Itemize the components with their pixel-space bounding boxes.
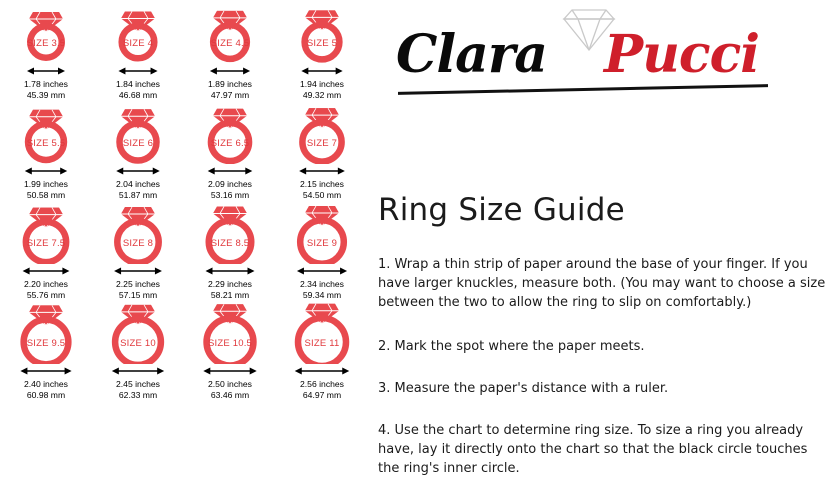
- diameter-arrow: [276, 264, 368, 278]
- ring-size-cell[interactable]: [276, 300, 368, 400]
- ring-measurements: [276, 378, 368, 400]
- ring-size-cell[interactable]: [0, 200, 92, 300]
- ring-graphic: [276, 2, 368, 64]
- ring-mm: 57.15 mm: [118, 289, 158, 300]
- ring-measurements: [184, 378, 276, 400]
- ring-inches: 2.50 inches: [208, 379, 252, 389]
- ring-inches: 2.20 inches: [24, 279, 68, 289]
- diameter-arrow: [0, 264, 92, 278]
- ring-graphic: [184, 2, 276, 64]
- ring-size-cell[interactable]: [276, 100, 368, 200]
- diameter-arrow: [92, 164, 184, 178]
- ring-illustration: [184, 302, 276, 364]
- ring-mm: 51.87 mm: [118, 189, 158, 200]
- ring-mm: 58.21 mm: [210, 289, 250, 300]
- ring-illustration: [184, 2, 276, 64]
- ring-inches: 2.34 inches: [300, 279, 344, 289]
- ring-graphic: [92, 2, 184, 64]
- ring-size-cell[interactable]: [92, 100, 184, 200]
- ring-mm: 55.76 mm: [26, 289, 66, 300]
- ring-graphic: [184, 302, 276, 364]
- diameter-arrow: [184, 164, 276, 178]
- ring-graphic: [92, 202, 184, 264]
- ring-measurements: [276, 178, 368, 200]
- diameter-arrow-icon: [184, 64, 276, 78]
- diameter-arrow-icon: [0, 364, 92, 378]
- diameter-arrow: [276, 164, 368, 178]
- ring-size-label: SIZE 11: [304, 338, 340, 349]
- ring-size-cell[interactable]: [0, 100, 92, 200]
- ring-measurements: [92, 78, 184, 100]
- diameter-arrow: [92, 264, 184, 278]
- ring-illustration: [184, 102, 276, 164]
- ring-graphic: [92, 102, 184, 164]
- ring-graphic: [0, 2, 92, 64]
- diameter-arrow-icon: [276, 264, 368, 278]
- chart-row: [0, 0, 368, 100]
- ring-illustration: [92, 202, 184, 264]
- ring-inches: 2.04 inches: [116, 179, 160, 189]
- ring-illustration: [276, 2, 368, 64]
- diameter-arrow-icon: [276, 64, 368, 78]
- ring-mm: 45.39 mm: [26, 89, 66, 100]
- ring-size-cell[interactable]: [0, 0, 92, 100]
- ring-illustration: [276, 202, 368, 264]
- ring-inches: 2.29 inches: [208, 279, 252, 289]
- guide-panel: [368, 0, 839, 501]
- ring-size-label: SIZE 8.5: [210, 238, 250, 249]
- ring-inches: 1.89 inches: [208, 79, 252, 89]
- ring-inches: 2.40 inches: [24, 379, 68, 389]
- brand-name-first: Clara: [396, 24, 547, 85]
- ring-size-label: SIZE 6.5: [210, 138, 250, 149]
- ring-size-label: SIZE 9.5: [26, 338, 66, 349]
- ring-inches: 2.15 inches: [300, 179, 344, 189]
- ring-mm: 49.32 mm: [302, 89, 342, 100]
- ring-inches: 2.25 inches: [116, 279, 160, 289]
- ring-size-cell[interactable]: [92, 0, 184, 100]
- ring-mm: 50.58 mm: [26, 189, 66, 200]
- ring-inches: 1.78 inches: [24, 79, 68, 89]
- diameter-arrow-icon: [0, 164, 92, 178]
- diameter-arrow: [92, 364, 184, 378]
- ring-graphic: [184, 202, 276, 264]
- diameter-arrow-icon: [92, 164, 184, 178]
- guide-step-4: 4. Use the chart to determine ring size. To size a ring you already have, lay it directly onto the chart so that the black circle touches the ring's inner circle.: [378, 423, 808, 476]
- ring-illustration: [92, 302, 184, 364]
- diameter-arrow: [0, 64, 92, 78]
- ring-illustration: [0, 2, 92, 64]
- diameter-arrow: [276, 64, 368, 78]
- diameter-arrow-icon: [184, 364, 276, 378]
- ring-graphic: [276, 302, 368, 364]
- diameter-arrow-icon: [276, 164, 368, 178]
- brand-logo: [378, 6, 798, 102]
- ring-size-label: SIZE 6: [122, 138, 154, 149]
- ring-measurements: [184, 78, 276, 100]
- ring-size-cell[interactable]: [276, 0, 368, 100]
- ring-size-cell[interactable]: [184, 100, 276, 200]
- ring-mm: 46.68 mm: [118, 89, 158, 100]
- ring-size-label: SIZE 10: [120, 338, 156, 349]
- ring-size-label: SIZE 3.5: [26, 38, 66, 49]
- ring-illustration: [184, 202, 276, 264]
- diameter-arrow: [184, 264, 276, 278]
- guide-step-1: 1. Wrap a thin strip of paper around the base of your finger. If you have larger knuckles, measure both. (You may want to choose a size between the two to allow the ring to slip on comfortably.): [378, 257, 826, 310]
- ring-illustration: [0, 102, 92, 164]
- diameter-arrow: [184, 364, 276, 378]
- diameter-arrow-icon: [276, 364, 368, 378]
- ring-measurements: [184, 278, 276, 300]
- guide-step-3: 3. Measure the paper's distance with a ruler.: [378, 381, 669, 396]
- ring-graphic: [0, 302, 92, 364]
- ring-mm: 62.33 mm: [118, 389, 158, 400]
- ring-graphic: [92, 302, 184, 364]
- ring-inches: 2.45 inches: [116, 379, 160, 389]
- ring-size-label: SIZE 10.5: [207, 338, 253, 349]
- diameter-arrow-icon: [92, 264, 184, 278]
- ring-mm: 63.46 mm: [210, 389, 250, 400]
- ring-illustration: [0, 302, 92, 364]
- ring-measurements: [184, 178, 276, 200]
- chart-row: [0, 300, 368, 400]
- ring-size-cell[interactable]: [276, 200, 368, 300]
- ring-size-label: SIZE 4: [122, 38, 154, 49]
- ring-size-cell[interactable]: [92, 200, 184, 300]
- ring-size-cell[interactable]: [184, 0, 276, 100]
- ring-size-label: SIZE 4.5: [210, 38, 250, 49]
- ring-illustration: [276, 102, 368, 164]
- ring-measurements: [0, 178, 92, 200]
- diameter-arrow: [92, 64, 184, 78]
- ring-inches: 1.99 inches: [24, 179, 68, 189]
- page-title: Ring Size Guide: [378, 192, 625, 228]
- ring-measurements: [92, 378, 184, 400]
- chart-row: [0, 200, 368, 300]
- diameter-arrow: [184, 64, 276, 78]
- ring-size-label: SIZE 5.5: [26, 138, 66, 149]
- ring-inches: 2.09 inches: [208, 179, 252, 189]
- ring-mm: 60.98 mm: [26, 389, 66, 400]
- ring-measurements: [276, 78, 368, 100]
- ring-illustration: [0, 202, 92, 264]
- ring-mm: 64.97 mm: [302, 389, 342, 400]
- diameter-arrow-icon: [92, 364, 184, 378]
- ring-inches: 2.56 inches: [300, 379, 344, 389]
- diameter-arrow: [276, 364, 368, 378]
- diameter-arrow: [0, 164, 92, 178]
- ring-graphic: [276, 202, 368, 264]
- ring-size-label: SIZE 8: [122, 238, 154, 249]
- ring-measurements: [0, 78, 92, 100]
- ring-inches: 1.84 inches: [116, 79, 160, 89]
- ring-size-cell[interactable]: [0, 300, 92, 400]
- ring-mm: 59.34 mm: [302, 289, 342, 300]
- ring-graphic: [0, 102, 92, 164]
- ring-illustration: [276, 302, 368, 364]
- ring-size-label: SIZE 7.5: [26, 238, 66, 249]
- ring-measurements: [92, 278, 184, 300]
- diameter-arrow-icon: [0, 64, 92, 78]
- ring-size-label: SIZE 9: [306, 238, 338, 249]
- ring-graphic: [0, 202, 92, 264]
- ring-measurements: [92, 178, 184, 200]
- ring-size-chart: [0, 0, 368, 501]
- diameter-arrow-icon: [0, 264, 92, 278]
- brand-name-last: Pucci: [604, 24, 759, 85]
- ring-measurements: [0, 378, 92, 400]
- ring-graphic: [184, 102, 276, 164]
- ring-size-label: SIZE 5: [306, 38, 338, 49]
- ring-size-cell[interactable]: [184, 200, 276, 300]
- ring-illustration: [92, 2, 184, 64]
- ring-mm: 54.50 mm: [302, 189, 342, 200]
- ring-measurements: [276, 278, 368, 300]
- chart-row: [0, 100, 368, 200]
- ring-illustration: [92, 102, 184, 164]
- diameter-arrow: [0, 364, 92, 378]
- brand-underline: [398, 84, 768, 95]
- ring-measurements: [0, 278, 92, 300]
- ring-mm: 53.16 mm: [210, 189, 250, 200]
- ring-graphic: [276, 102, 368, 164]
- ring-size-label: SIZE 7: [306, 138, 338, 149]
- diameter-arrow-icon: [92, 64, 184, 78]
- ring-inches: 1.94 inches: [300, 79, 344, 89]
- guide-step-2: 2. Mark the spot where the paper meets.: [378, 339, 645, 354]
- ring-size-cell[interactable]: [184, 300, 276, 400]
- diameter-arrow-icon: [184, 264, 276, 278]
- diameter-arrow-icon: [184, 164, 276, 178]
- ring-mm: 47.97 mm: [210, 89, 250, 100]
- ring-size-cell[interactable]: [92, 300, 184, 400]
